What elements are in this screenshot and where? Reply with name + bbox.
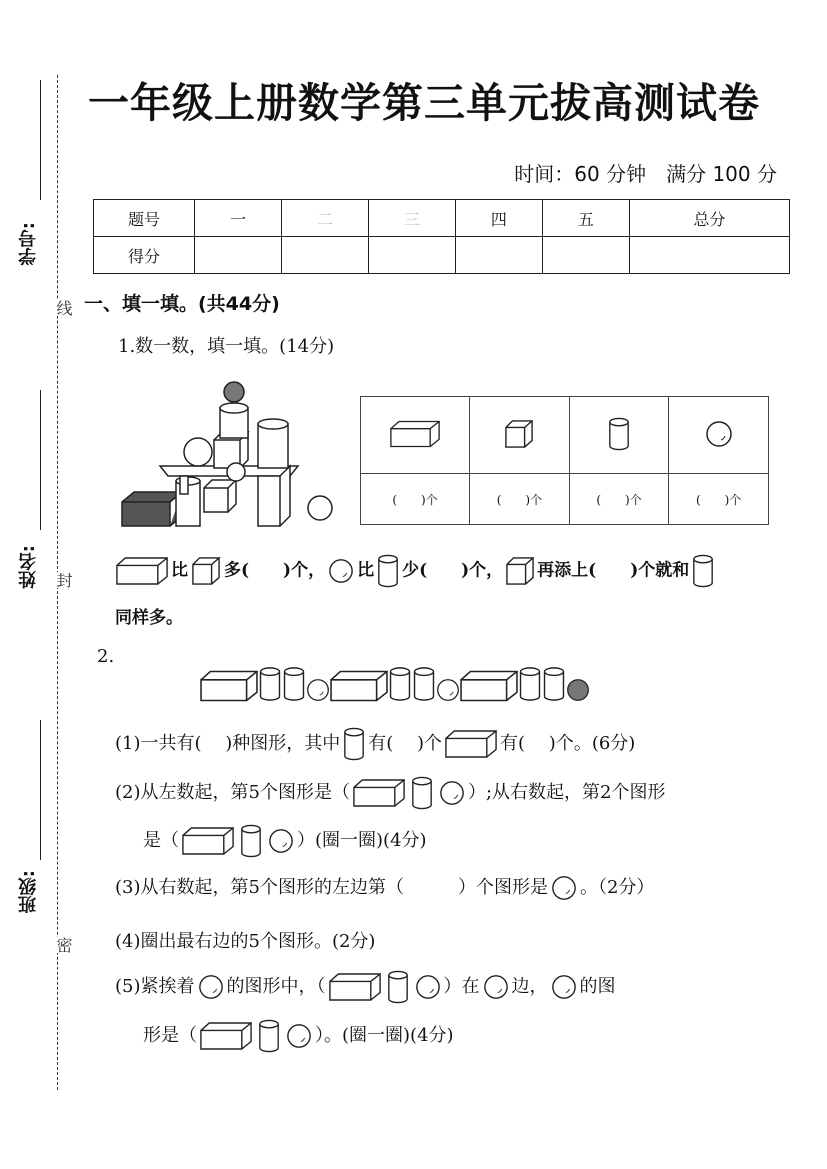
q2-part2	[115, 775, 665, 811]
score-cell[interactable]	[455, 237, 542, 274]
sphere-icon	[328, 558, 354, 584]
score-cell[interactable]	[195, 237, 282, 274]
sphere-icon	[551, 875, 577, 901]
sphere-option[interactable]	[415, 974, 441, 1000]
count-cuboid[interactable]: ( )个	[361, 474, 470, 525]
cylinder-icon	[343, 726, 365, 762]
sphere-icon	[436, 678, 460, 702]
score-cell[interactable]	[281, 237, 368, 274]
sphere-icon	[306, 678, 330, 702]
header-cell: 五	[542, 200, 629, 237]
score-row	[94, 237, 790, 274]
page-title: 一年级上册数学第三单元拔高测试卷	[88, 79, 760, 127]
cuboid-option[interactable]	[353, 778, 405, 808]
text: ）。(圈一圈)(4分)	[315, 1025, 454, 1046]
cuboid-icon	[361, 397, 470, 474]
sphere-icon	[669, 397, 769, 474]
text: (1)一共有( )种图形，其中	[115, 733, 341, 754]
score-cell[interactable]	[629, 237, 789, 274]
compare-sentence	[113, 553, 717, 589]
student-id-line	[40, 80, 41, 200]
row-label: 得分	[94, 237, 195, 274]
gray-sphere-icon	[566, 678, 590, 702]
section-heading: 一、填一填。(共44分)	[84, 293, 280, 315]
text: 形是（	[143, 1025, 197, 1046]
text: ）(圈一圈)(4分)	[297, 830, 427, 851]
text: (5)紧挨着	[115, 976, 195, 997]
cylinder-icon	[542, 666, 566, 702]
cuboid-option[interactable]	[182, 826, 234, 856]
cylinder-option[interactable]	[258, 1018, 280, 1054]
text: 是（	[143, 830, 179, 851]
cylinder-option[interactable]	[387, 969, 409, 1005]
compare-end: 同样多。	[115, 608, 183, 628]
text: (2)从左数起，第5个图形是（	[115, 782, 350, 803]
sphere-option[interactable]	[268, 828, 294, 854]
q2-label: 2.	[97, 646, 115, 667]
text: 少( )个，	[402, 560, 504, 581]
class-label: 班级:	[18, 870, 39, 914]
text: ）;从右数起，第2个图形	[467, 782, 666, 803]
sphere-icon	[483, 974, 509, 1000]
text: 的图形中，（	[226, 976, 326, 997]
text: 比	[171, 560, 188, 581]
q2-part5	[115, 969, 616, 1005]
seal-secret-text: 密	[54, 937, 73, 953]
text: 有( )个	[368, 733, 443, 754]
header-cell: 四	[455, 200, 542, 237]
cuboid-icon	[200, 670, 258, 702]
text: ）在	[443, 976, 480, 997]
sphere-option[interactable]	[439, 780, 465, 806]
count-cylinder[interactable]: ( )个	[569, 474, 669, 525]
header-cell: 总分	[629, 200, 789, 237]
student-id-label: 学号:	[18, 222, 39, 266]
score-cell[interactable]	[542, 237, 629, 274]
q1-prompt: 1.数一数，填一填。(14分)	[118, 336, 335, 357]
cylinder-icon	[692, 553, 714, 589]
cylinder-icon	[518, 666, 542, 702]
text: 再添上( )个就和	[537, 560, 690, 581]
sphere-option[interactable]	[286, 1023, 312, 1049]
cylinder-icon	[569, 397, 669, 474]
score-table	[93, 199, 790, 274]
score-header-row	[94, 200, 790, 237]
cylinder-option[interactable]	[240, 823, 262, 859]
cube-icon	[470, 397, 570, 474]
name-label: 姓名:	[18, 545, 39, 589]
sphere-icon	[551, 974, 577, 1000]
cuboid-icon	[445, 729, 497, 759]
cube-icon	[191, 557, 221, 585]
text: 的图	[579, 976, 616, 997]
text: 有( )个。(6分)	[500, 733, 636, 754]
time-info: 时间：60 分钟 满分 100 分	[514, 162, 777, 186]
count-sphere[interactable]: ( )个	[669, 474, 769, 525]
cylinder-icon	[412, 666, 436, 702]
cuboid-icon	[116, 556, 168, 586]
header-cell: 三	[368, 200, 455, 237]
cuboid-icon	[460, 670, 518, 702]
seal-seal-text: 封	[54, 572, 73, 588]
header-cell: 题号	[94, 200, 195, 237]
text: (3)从右数起，第5个图形的左边第（ ）个图形是	[115, 877, 548, 898]
score-cell[interactable]	[368, 237, 455, 274]
sphere-icon	[198, 974, 224, 1000]
cuboid-icon	[330, 670, 388, 702]
cuboid-option[interactable]	[329, 972, 381, 1002]
cube-icon	[506, 557, 534, 585]
class-line	[40, 720, 41, 860]
q2-part2-cont	[143, 823, 427, 859]
q2-part5-cont	[143, 1018, 454, 1054]
cuboid-option[interactable]	[200, 1021, 252, 1051]
text: 。（2分）	[579, 877, 655, 898]
cylinder-icon	[388, 666, 412, 702]
cylinder-icon	[282, 666, 306, 702]
shape-sequence	[200, 666, 590, 706]
text: 比	[357, 560, 375, 581]
q2-part3	[115, 873, 654, 901]
q2-part4: (4)圈出最右边的5个图形。(2分)	[115, 931, 376, 952]
q2-part1	[115, 726, 635, 762]
cylinder-icon	[377, 553, 399, 589]
count-table	[360, 396, 769, 525]
cylinder-option[interactable]	[411, 775, 433, 811]
header-cell: 一	[195, 200, 282, 237]
seal-line-text: 线	[54, 300, 73, 316]
count-cube[interactable]: ( )个	[470, 474, 570, 525]
text: 多( )个，	[224, 560, 326, 581]
text: 边，	[511, 976, 548, 997]
name-line	[40, 390, 41, 530]
header-cell: 二	[281, 200, 368, 237]
cylinder-icon	[258, 666, 282, 702]
stacked-shapes-picture	[118, 376, 338, 532]
